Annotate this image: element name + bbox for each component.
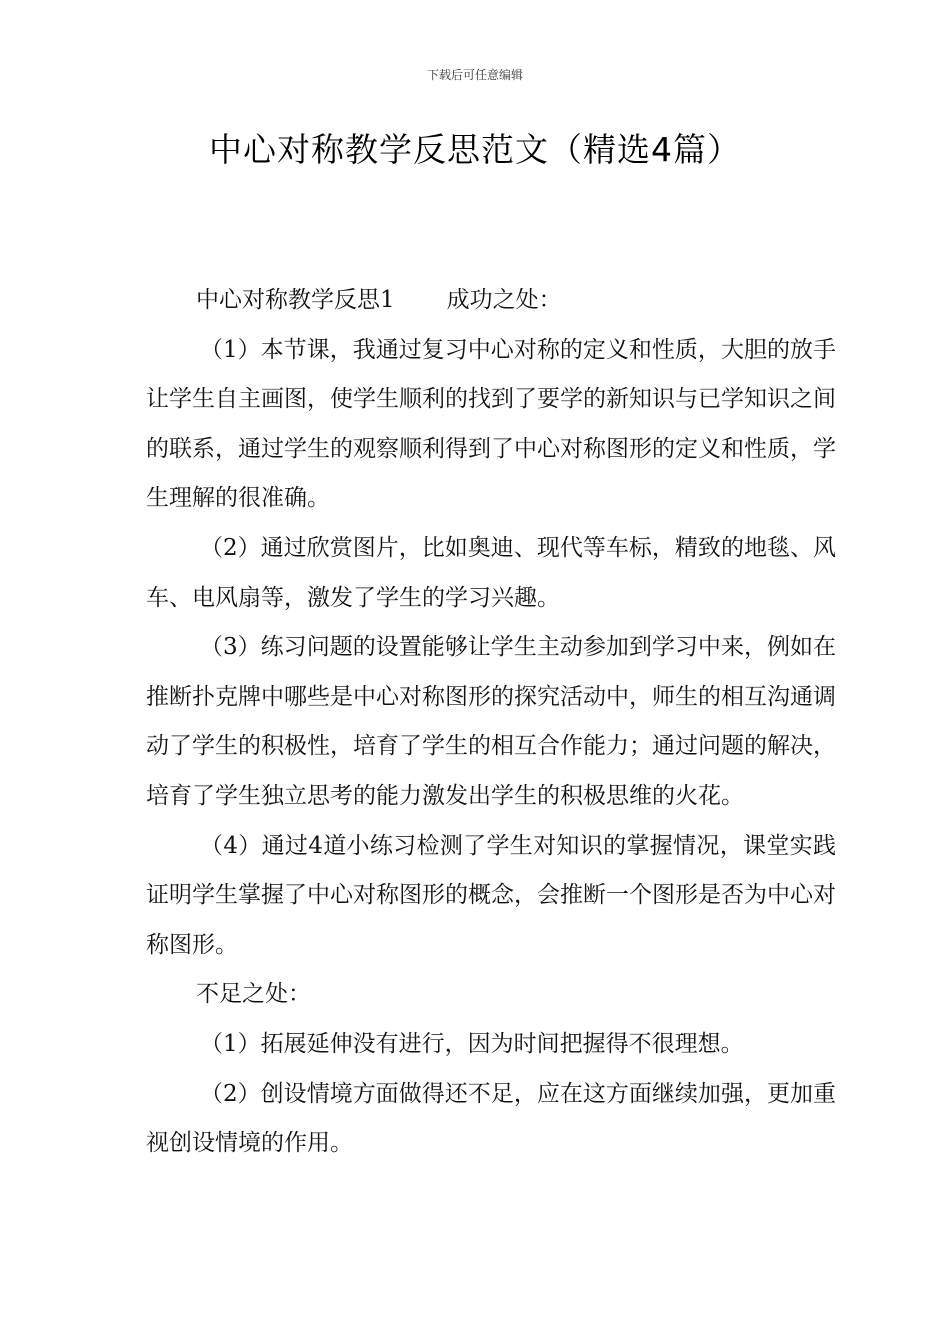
success-item-1: （1）本节课，我通过复习中心对称的定义和性质，大胆的放手让学生自主画图，使学生顺利的找到了要学的新知识与已学知识之间的联系，通过学生的观察顺利得到了中心对称图形的定义和性质，学生理解的很准确。 [146,336,836,512]
document-title: 中心对称教学反思范文（精选4篇） [209,130,741,169]
success-item-4: （4）通过4道小练习检测了学生对知识的掌握情况，课堂实践证明学生掌握了中心对称图形的概念，会推断一个图形是否为中心对称图形。 [146,832,836,958]
section-heading: 中心对称教学反思1 [196,287,395,313]
document-body [146,276,836,1169]
shortcoming-item-1: （1）拓展延伸没有进行，因为时间把握得不很理想。 [200,1030,744,1057]
success-item-3: （3）练习问题的设置能够让学生主动参加到学习中来，例如在推断扑克牌中哪些是中心对称图形的探究活动中，师生的相互沟通调动了学生的积极性，培育了学生的相互合作能力；通过问题的解决，培育了学生独立思考的能力激发出学生的积极思维的火花。 [146,634,836,809]
page-header-note: 下载后可任意编辑 [426,68,523,82]
shortcoming-item-2: （2）创设情境方面做得还不足，应在这方面继续加强，更加重视创设情境的作用。 [146,1080,836,1157]
success-label: 成功之处： [446,287,562,313]
success-item-2: （2）通过欣赏图片，比如奥迪、现代等车标，精致的地毯、风车、电风扇等，激发了学生的学习兴趣。 [146,534,836,611]
section-heading-line [146,276,836,326]
shortcoming-label: 不足之处： [196,981,311,1008]
